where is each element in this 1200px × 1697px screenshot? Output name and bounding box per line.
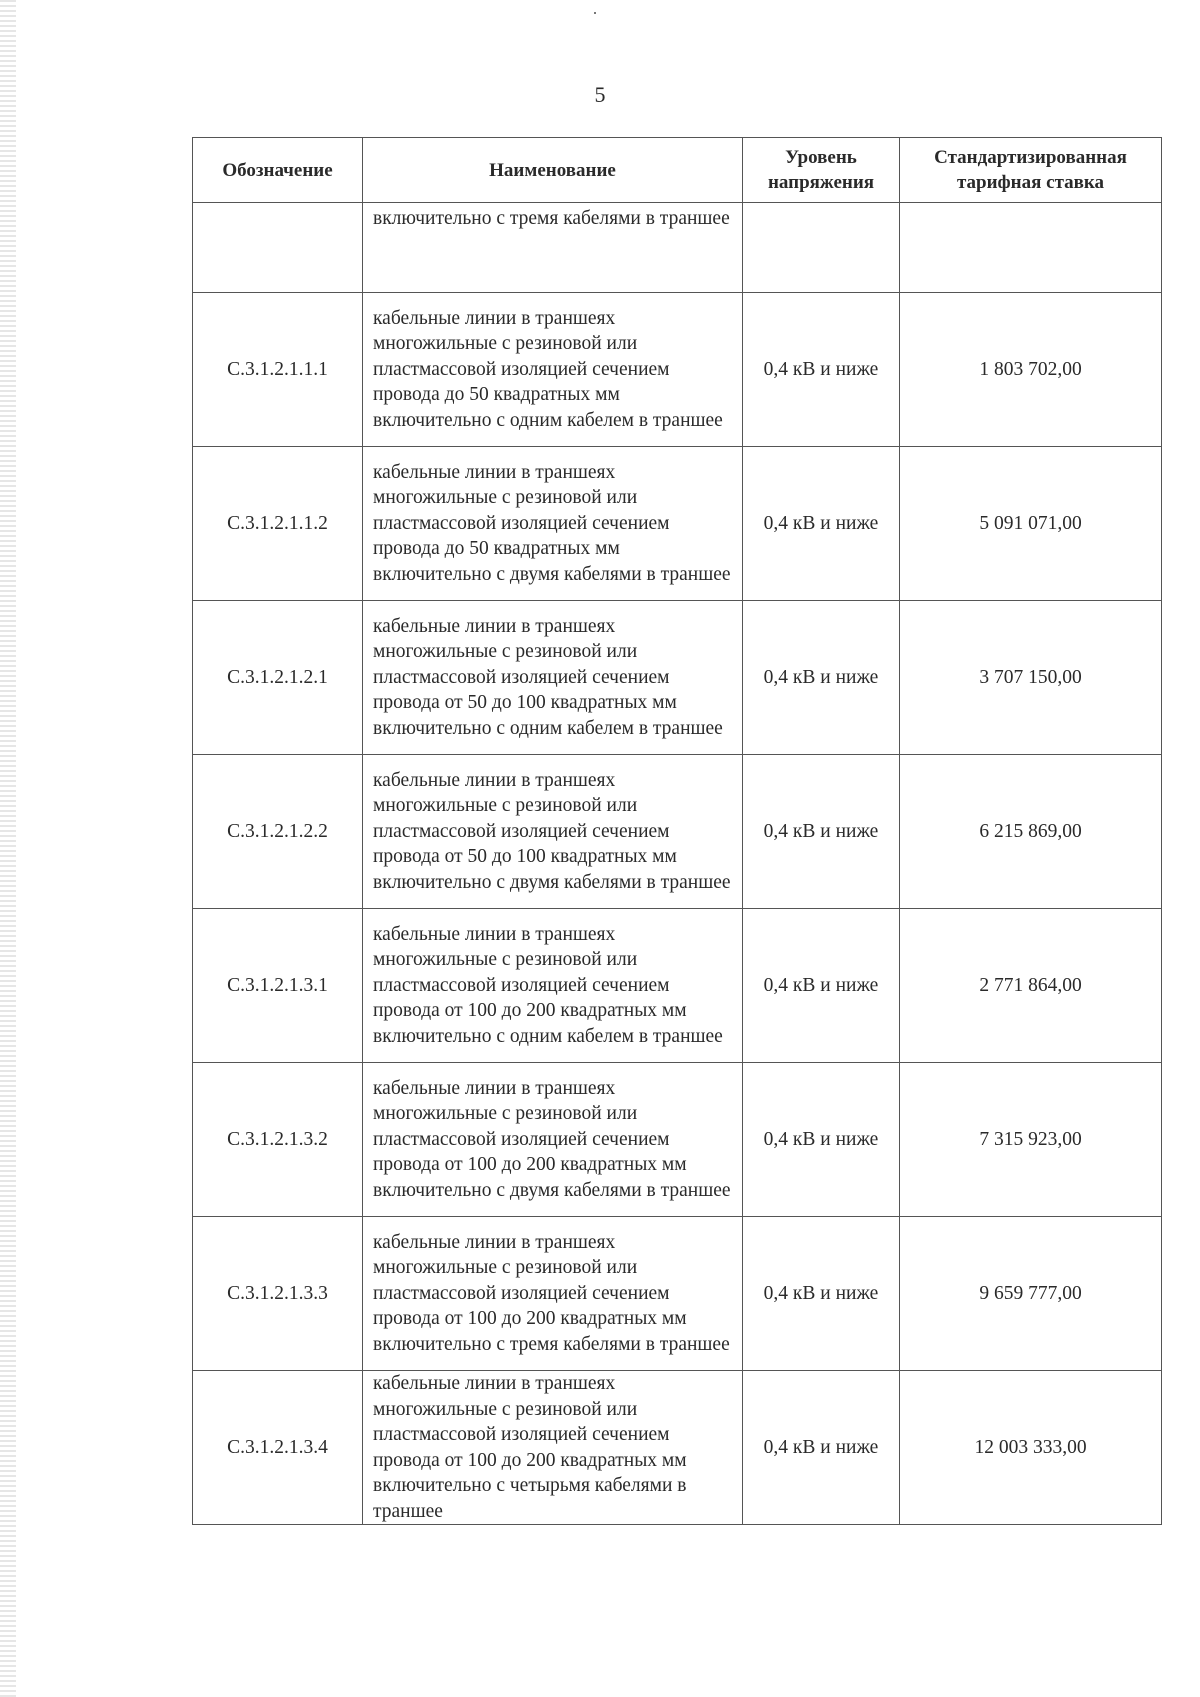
cell-code: С.3.1.2.1.3.4 xyxy=(193,1371,363,1525)
page-number: 5 xyxy=(594,82,606,107)
cell-voltage xyxy=(743,203,900,293)
table-row xyxy=(193,293,1162,447)
cell-rate: 2 771 864,00 xyxy=(900,909,1162,1063)
cell-rate: 3 707 150,00 xyxy=(900,601,1162,755)
scan-dust-mark xyxy=(594,12,596,14)
cell-rate: 9 659 777,00 xyxy=(900,1217,1162,1371)
cell-name: кабельные линии в траншеях многожильные с резиновой или пластмассовой изоляцией сечением провода от 50 до 100 квадратных мм включительно с двумя кабелями в траншее xyxy=(363,755,743,909)
cell-code: С.3.1.2.1.1.2 xyxy=(193,447,363,601)
cell-code: С.3.1.2.1.2.1 xyxy=(193,601,363,755)
cell-voltage: 0,4 кВ и ниже xyxy=(743,755,900,909)
cell-code: С.3.1.2.1.3.3 xyxy=(193,1217,363,1371)
table-row xyxy=(193,909,1162,1063)
cell-rate: 12 003 333,00 xyxy=(900,1371,1162,1525)
cell-code: С.3.1.2.1.1.1 xyxy=(193,293,363,447)
table-row xyxy=(193,1371,1162,1525)
cell-voltage: 0,4 кВ и ниже xyxy=(743,293,900,447)
cell-rate: 6 215 869,00 xyxy=(900,755,1162,909)
cell-name: кабельные линии в траншеях многожильные с резиновой или пластмассовой изоляцией сечением провода от 100 до 200 квадратных мм включительно с четырьмя кабелями в траншее xyxy=(363,1371,743,1525)
header-rate: Стандартизированная тарифная ставка xyxy=(900,138,1162,203)
cell-rate: 5 091 071,00 xyxy=(900,447,1162,601)
cell-code xyxy=(193,203,363,293)
header-code: Обозначение xyxy=(193,138,363,203)
cell-name: кабельные линии в траншеях многожильные с резиновой или пластмассовой изоляцией сечением провода от 100 до 200 квадратных мм включительно с двумя кабелями в траншее xyxy=(363,1063,743,1217)
cell-name: включительно с тремя кабелями в траншее xyxy=(363,203,743,293)
table-row xyxy=(193,1217,1162,1371)
cell-voltage: 0,4 кВ и ниже xyxy=(743,447,900,601)
cell-code: С.3.1.2.1.3.1 xyxy=(193,909,363,1063)
cell-name: кабельные линии в траншеях многожильные с резиновой или пластмассовой изоляцией сечением провода до 50 квадратных мм включительно с двумя кабелями в траншее xyxy=(363,447,743,601)
cell-name: кабельные линии в траншеях многожильные с резиновой или пластмассовой изоляцией сечением провода от 100 до 200 квадратных мм включительно с тремя кабелями в траншее xyxy=(363,1217,743,1371)
cell-name: кабельные линии в траншеях многожильные с резиновой или пластмассовой изоляцией сечением провода до 50 квадратных мм включительно с одним кабелем в траншее xyxy=(363,293,743,447)
table-row xyxy=(193,447,1162,601)
cell-voltage: 0,4 кВ и ниже xyxy=(743,909,900,1063)
table-row-continuation xyxy=(193,203,1162,293)
table-row xyxy=(193,755,1162,909)
cell-rate xyxy=(900,203,1162,293)
cell-voltage: 0,4 кВ и ниже xyxy=(743,1063,900,1217)
cell-name: кабельные линии в траншеях многожильные с резиновой или пластмассовой изоляцией сечением провода от 50 до 100 квадратных мм включительно с одним кабелем в траншее xyxy=(363,601,743,755)
cell-voltage: 0,4 кВ и ниже xyxy=(743,1371,900,1525)
cell-code: С.3.1.2.1.3.2 xyxy=(193,1063,363,1217)
table-row xyxy=(193,1063,1162,1217)
cell-voltage: 0,4 кВ и ниже xyxy=(743,1217,900,1371)
cell-rate: 1 803 702,00 xyxy=(900,293,1162,447)
cell-voltage: 0,4 кВ и ниже xyxy=(743,601,900,755)
table-row xyxy=(193,601,1162,755)
cell-code: С.3.1.2.1.2.2 xyxy=(193,755,363,909)
table-header-row xyxy=(193,138,1162,203)
cell-rate: 7 315 923,00 xyxy=(900,1063,1162,1217)
tariff-table xyxy=(192,137,1162,1525)
header-name: Наименование xyxy=(363,138,743,203)
scan-edge-artifact xyxy=(0,0,16,1697)
header-voltage: Уровень напряжения xyxy=(743,138,900,203)
cell-name: кабельные линии в траншеях многожильные с резиновой или пластмассовой изоляцией сечением провода от 100 до 200 квадратных мм включительно с одним кабелем в траншее xyxy=(363,909,743,1063)
